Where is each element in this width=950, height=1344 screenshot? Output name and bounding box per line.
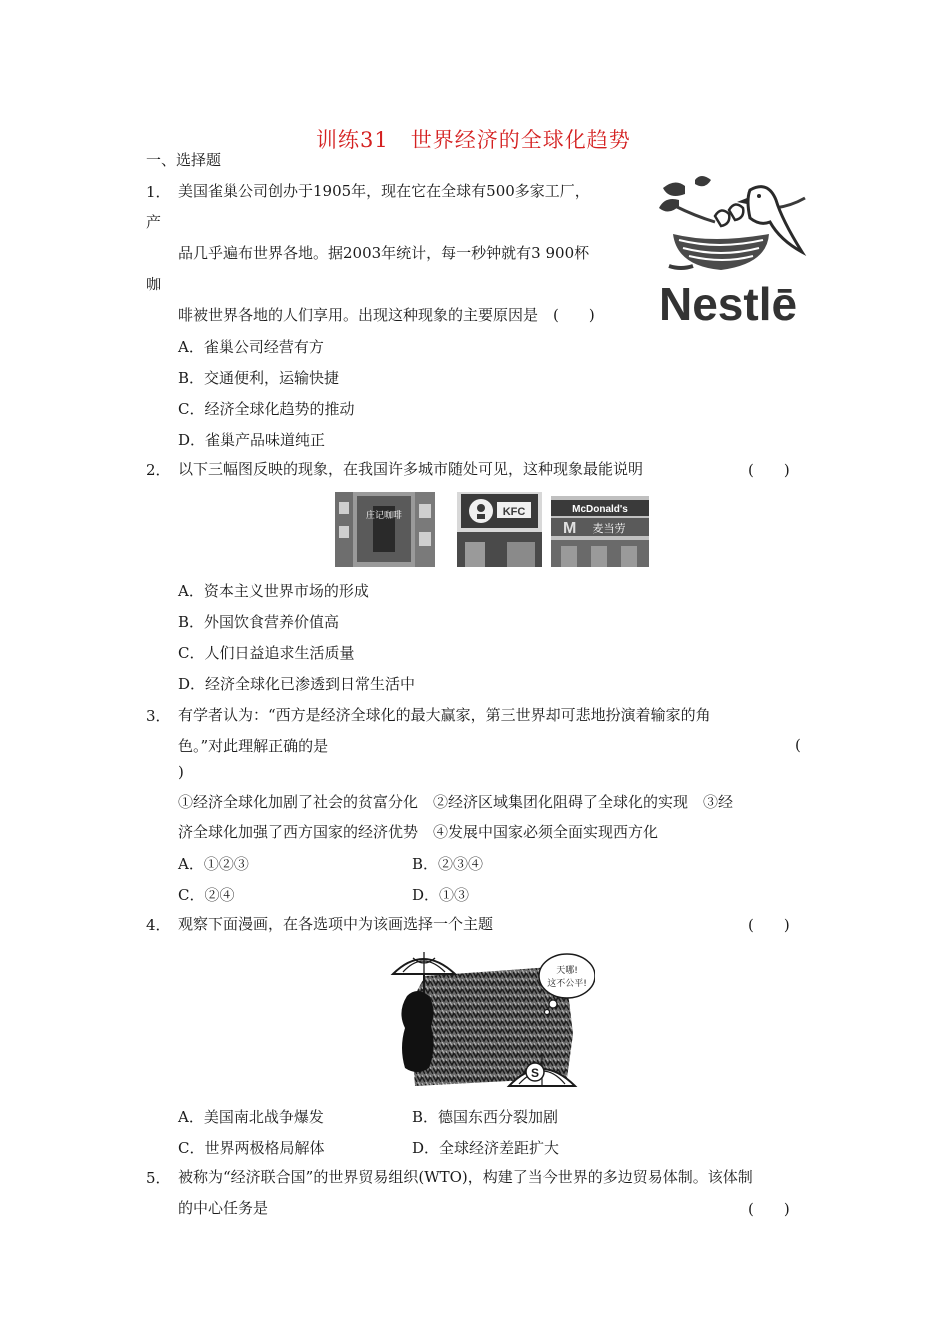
q3-line-4: 济全球化加强了西方国家的经济优势 ④发展中国家必须全面实现西方化 xyxy=(178,823,659,841)
q2-line-1: 以下三幅图反映的现象，在我国许多城市随处可见，这种现象最能说明 xyxy=(178,460,644,478)
q4-line-1: 观察下面漫画，在各选项中为该画选择一个主题 xyxy=(178,915,494,933)
q1-option-c: C．经济全球化趋势的推动 xyxy=(178,400,355,418)
golden-arches-icon: M xyxy=(563,520,577,537)
mcdonalds-photo xyxy=(551,496,649,567)
q1-line-1: 美国雀巢公司创办于1905年，现在它在全球有500多家工厂， xyxy=(178,182,590,200)
q4-option-b: B．德国东西分裂加剧 xyxy=(412,1108,559,1126)
coffee-shop-sign: 庄记咖啡 xyxy=(365,511,403,521)
q1-option-d: D．雀巢产品味道纯正 xyxy=(178,431,326,449)
q4-option-a: A．美国南北战争爆发 xyxy=(178,1108,324,1126)
q2-option-b: B．外国饮食营养价值高 xyxy=(178,613,340,631)
q3-option-c: C．②④ xyxy=(178,886,235,904)
cartoon-image xyxy=(385,946,595,1094)
q1-number: 1． xyxy=(146,183,171,201)
kfc-photo xyxy=(457,492,542,567)
kfc-sign-text: KFC xyxy=(502,506,526,518)
q5-answer-paren: ( ) xyxy=(748,1200,790,1218)
q5-line-1: 被称为“经济联合国”的世界贸易组织(WTO)，构建了当今世界的多边贸易体制。该体制 xyxy=(178,1168,753,1186)
bubble-line-2: 这不公平! xyxy=(547,979,587,989)
q3-paren-open: ( xyxy=(795,736,801,754)
q1-line-2-wrap: 咖 xyxy=(146,275,162,293)
q3-paren-close: ) xyxy=(178,763,184,781)
q3-line-1: 有学者认为：“西方是经济全球化的最大赢家，第三世界却可悲地扮演着输家的角 xyxy=(178,706,711,724)
q2-option-d: D．经济全球化已渗透到日常生活中 xyxy=(178,675,416,693)
q4-answer-paren: ( ) xyxy=(748,916,790,934)
q1-option-a: A．雀巢公司经营有方 xyxy=(178,338,324,356)
q5-line-2: 的中心任务是 xyxy=(178,1199,269,1217)
q5-number: 5． xyxy=(146,1169,171,1187)
nestle-logo-text: Nestlē xyxy=(659,278,798,326)
mcdonalds-sign-text: McDonald's xyxy=(572,504,628,515)
q2-option-c: C．人们日益追求生活质量 xyxy=(178,644,355,662)
q3-option-d: D．①③ xyxy=(412,886,470,904)
q3-line-2: 色。”对此理解正确的是 xyxy=(178,737,329,755)
coffee-shop-photo xyxy=(335,492,435,567)
q2-answer-paren: ( ) xyxy=(748,461,790,479)
q3-option-a: A．①②③ xyxy=(178,855,249,873)
nestle-logo xyxy=(655,176,810,326)
q4-option-d: D．全球经济差距扩大 xyxy=(412,1139,560,1157)
q1-line-3: 啡被世界各地的人们享用。出现这种现象的主要原因是 ( ) xyxy=(178,306,595,324)
q1-line-2: 品几乎遍布世界各地。据2003年统计，每一秒钟就有3 900杯 xyxy=(178,244,590,262)
q2-number: 2． xyxy=(146,461,171,479)
q4-number: 4． xyxy=(146,916,171,934)
globe-letter: S xyxy=(530,1066,540,1080)
page-title: 训练31 世界经济的全球化趋势 xyxy=(316,128,631,152)
q1-line-1-wrap: 产 xyxy=(146,213,162,231)
q3-line-3: ①经济全球化加剧了社会的贫富分化 ②经济区域集团化阻碍了全球化的实现 ③经 xyxy=(178,793,734,811)
section-heading: 一、选择题 xyxy=(146,151,222,169)
q2-option-a: A．资本主义世界市场的形成 xyxy=(178,582,369,600)
bubble-line-1: 天哪! xyxy=(556,966,578,976)
mcdonalds-chinese-sign: 麦当劳 xyxy=(592,522,626,535)
q3-number: 3． xyxy=(146,707,171,725)
q4-option-c: C．世界两极格局解体 xyxy=(178,1139,325,1157)
q1-option-b: B．交通便利，运输快捷 xyxy=(178,369,340,387)
q3-option-b: B．②③④ xyxy=(412,855,484,873)
